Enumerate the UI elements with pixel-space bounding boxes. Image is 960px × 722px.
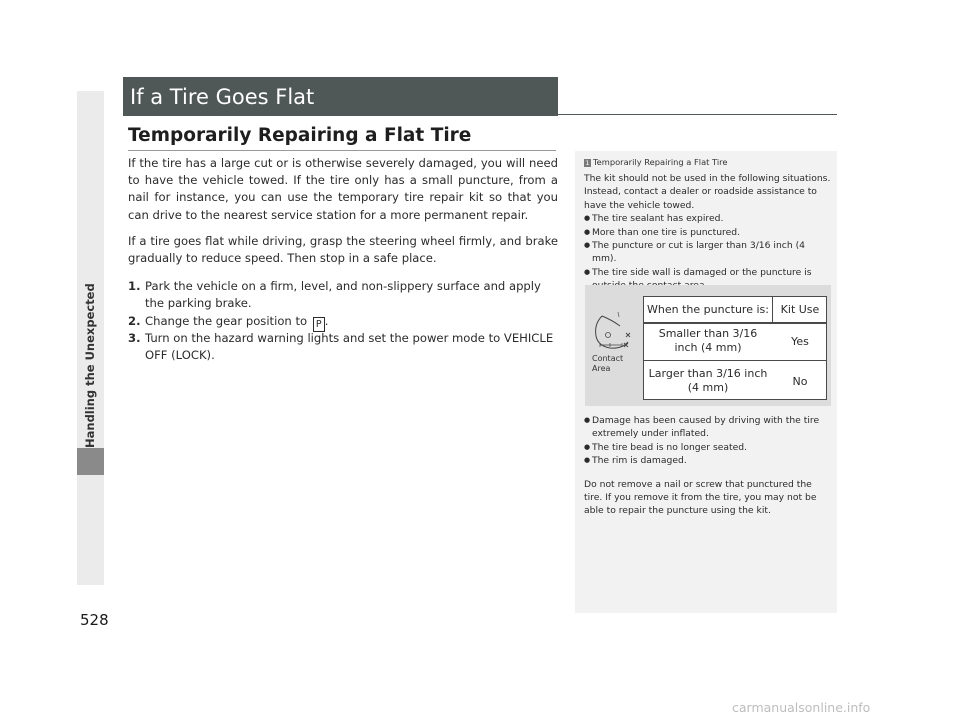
step-1-number: 1. — [128, 279, 141, 293]
table-header-kit-use: Kit Use — [780, 303, 820, 316]
table-header-rule — [644, 322, 826, 324]
note-bullet: ● The rim is damaged. — [584, 454, 832, 467]
note-header-text: Temporarily Repairing a Flat Tire — [593, 157, 728, 167]
chapter-tab-marker — [77, 448, 104, 475]
table-row-rule — [644, 360, 826, 361]
note-bullet: ● The tire bead is no longer seated. — [584, 441, 832, 454]
step-3-text: Turn on the hazard warning lights and set the power mode to VEHICLE OFF (LOCK). — [145, 331, 554, 363]
note-bullet: ● More than one tire is punctured. — [584, 226, 832, 239]
step-2-text: Change the gear position to — [145, 314, 308, 328]
body-paragraph-2: If a tire goes flat while driving, grasp the steering wheel firmly, and brake gradually to reduce speed. Then stop in a safe place. — [128, 234, 558, 266]
table-cell-larger: Larger than 3/16 inch (4 mm) — [648, 367, 768, 394]
note-intro: The kit should not be used in the following situations. Instead, contact a dealer or roadside assistance to have the vehicle towed. — [584, 173, 831, 211]
note-header — [584, 157, 728, 167]
chapter-label — [83, 283, 97, 448]
page-number: 528 — [80, 611, 109, 629]
chapter-label-text: Handling the Unexpected — [83, 283, 97, 448]
note-intro-block — [584, 172, 832, 293]
note-bullet: ● Damage has been caused by driving with the tire extremely under inflated. — [584, 414, 832, 441]
page-title: If a Tire Goes Flat — [130, 85, 315, 109]
table-header-puncture: When the puncture is: — [647, 303, 769, 316]
note-bullet: ● The tire side wall is damaged or the puncture is — [584, 266, 832, 293]
note-closing: Do not remove a nail or screw that punctured the tire. If you remove it from the tire, you may not be able to repair the puncture using the kit. — [584, 478, 817, 517]
step-1-text: Park the vehicle on a firm, level, and non-slippery surface and apply the parking brake. — [145, 279, 541, 311]
contact-area-label: Contact Area — [592, 354, 624, 373]
section-heading: Temporarily Repairing a Flat Tire — [128, 125, 472, 146]
body-paragraph-1: If the tire has a large cut or is otherwise severely damaged, you will need to have the vehicle towed. If the tire only has a small puncture, from a nail for instance, you can use the temporary tire repair kit so that you can drive to the nearest service station for a more permanent repair. — [128, 156, 558, 222]
note-lower-block — [584, 414, 832, 518]
step-2-period: . — [324, 314, 329, 328]
gear-p-icon: P — [313, 317, 325, 332]
watermark: carmanualsonline.info — [732, 700, 871, 715]
note-bullet: ● The puncture or cut is larger than 3/16 inch (4 mm). — [584, 239, 832, 266]
note-bullet: ● The tire sealant has expired. — [584, 212, 832, 225]
table-cell-no: No — [792, 375, 808, 388]
note-reference-icon: 1 — [585, 159, 590, 167]
heading-rule — [128, 150, 556, 151]
title-rule — [558, 114, 837, 115]
tire-contact-diagram — [588, 310, 640, 352]
table-column-rule — [772, 297, 773, 322]
step-2-number: 2. — [128, 314, 141, 328]
step-1 — [128, 278, 558, 312]
table-cell-smaller: Smaller than 3/16 inch (4 mm) — [658, 327, 758, 354]
puncture-table — [643, 296, 827, 400]
step-3 — [128, 330, 558, 364]
table-cell-yes: Yes — [791, 335, 809, 348]
step-3-number: 3. — [128, 331, 141, 345]
